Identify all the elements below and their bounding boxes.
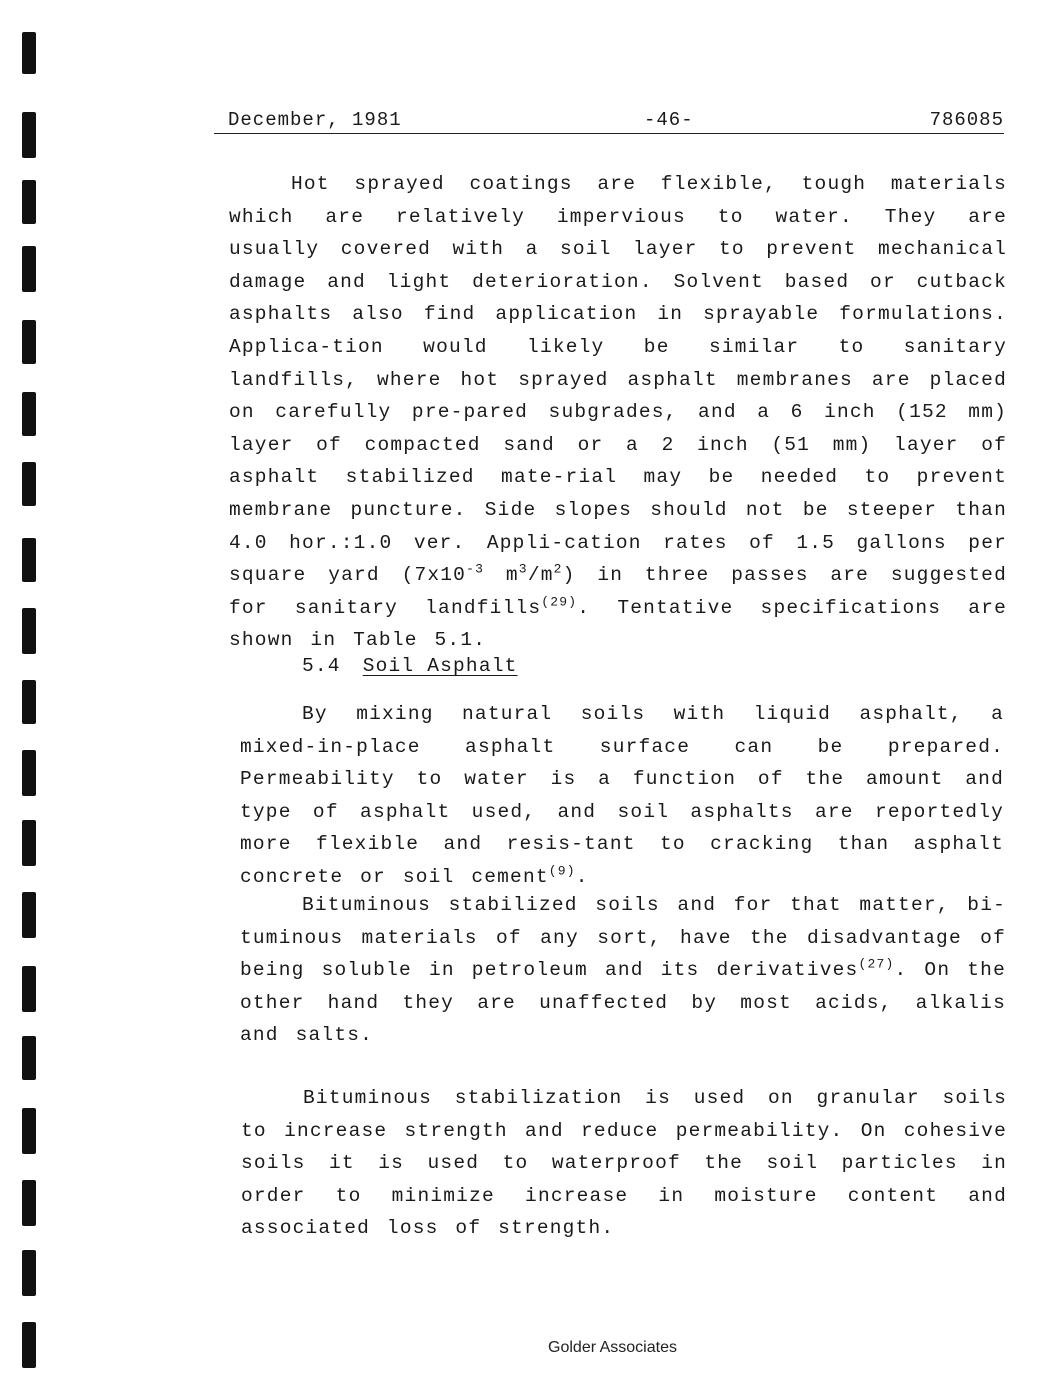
section-number: 5.4: [302, 655, 341, 677]
paragraph-bituminous-stabilization: [241, 1082, 1007, 1245]
binding-mark: [22, 1180, 36, 1226]
paragraph-bituminous-soils: [240, 889, 1006, 1052]
binding-mark: [22, 180, 36, 224]
binding-mark: [22, 538, 36, 582]
binding-mark: [22, 966, 36, 1012]
binding-mark: [22, 462, 36, 506]
paragraph-soil-asphalt: [240, 698, 1004, 894]
exponent: -3: [466, 561, 485, 577]
page-number: -46-: [644, 109, 694, 131]
company-name: Golder Associates: [548, 1339, 677, 1356]
binding-mark: [22, 112, 36, 158]
paragraph-text: Bituminous stabilized soils and for that matter, bi-tuminous materials of any sort, have the disadvantage of being soluble in petroleum and its derivatives: [240, 894, 1006, 982]
reference-marker: (9): [548, 863, 576, 879]
binding-mark: [22, 680, 36, 724]
binding-mark: [22, 392, 36, 436]
binding-mark: [22, 892, 36, 938]
reference-marker: (29): [541, 594, 578, 610]
binding-mark: [22, 1250, 36, 1296]
binding-mark: [22, 32, 36, 74]
binding-mark: [22, 246, 36, 292]
paragraph-text: .: [575, 865, 589, 888]
binding-mark: [22, 1108, 36, 1154]
paragraph-text: Hot sprayed coatings are flexible, tough materials which are relatively impervious to water. They are usually covered with a soil layer to prevent mechanical damage and light deterioration. Solvent based or cutback asphalts also find application in sprayable formulations. Applica-tion would likely be similar to sanitary landfills, where hot sprayed asphalt membranes are placed on carefully pre-pared subgrades, and a 6 inch (152 mm) layer of compacted sand or a 2 inch (51 mm) layer of asphalt stabilized mate-rial may be needed to prevent membrane puncture. Side slopes should not be steeper than 4.0 hor.:1.0 ver. Appli-cation rates of 1.5 gallons per square yard (7x10: [229, 173, 1007, 587]
paragraph-text: . Tentative specifications are shown in Table 5.1.: [229, 596, 1008, 652]
header-date: December, 1981: [228, 109, 402, 131]
page-header: [214, 105, 1004, 134]
document-number: 786085: [929, 109, 1004, 131]
binding-mark: [22, 750, 36, 796]
unit-text: /m: [527, 564, 554, 587]
paragraph-text: Bituminous stabilization is used on granular soils to increase strength and reduce permeability. On cohesive soils it is used to waterproof the soil particles in order to minimize increase in moisture content and associated loss of strength.: [241, 1087, 1007, 1240]
section-heading: [302, 655, 518, 677]
unit-text: m: [484, 564, 519, 587]
paragraph-text: ) in three passes are suggested for sanitary landfills: [229, 564, 1007, 619]
binding-mark: [22, 608, 36, 654]
paragraph-text: . On the other hand they are unaffected by most acids, alkalis and salts.: [240, 959, 1006, 1047]
section-title: Soil Asphalt: [362, 655, 518, 677]
binding-mark: [22, 1036, 36, 1080]
paragraph-hot-sprayed-coatings: [229, 168, 1007, 657]
binding-mark: [22, 820, 36, 866]
binding-mark: [22, 320, 36, 364]
exponent: 2: [553, 561, 563, 577]
reference-marker: (27): [858, 956, 895, 972]
page-footer: [0, 1339, 1063, 1357]
paragraph-text: By mixing natural soils with liquid asphalt, a mixed-in-place asphalt surface can be prepared. Permeability to water is a function of the amount and type of asphalt used, and soil asphalts are reportedly more flexible and resis-tant to cracking than asphalt concrete or soil cement: [240, 703, 1004, 888]
exponent: 3: [518, 561, 528, 577]
